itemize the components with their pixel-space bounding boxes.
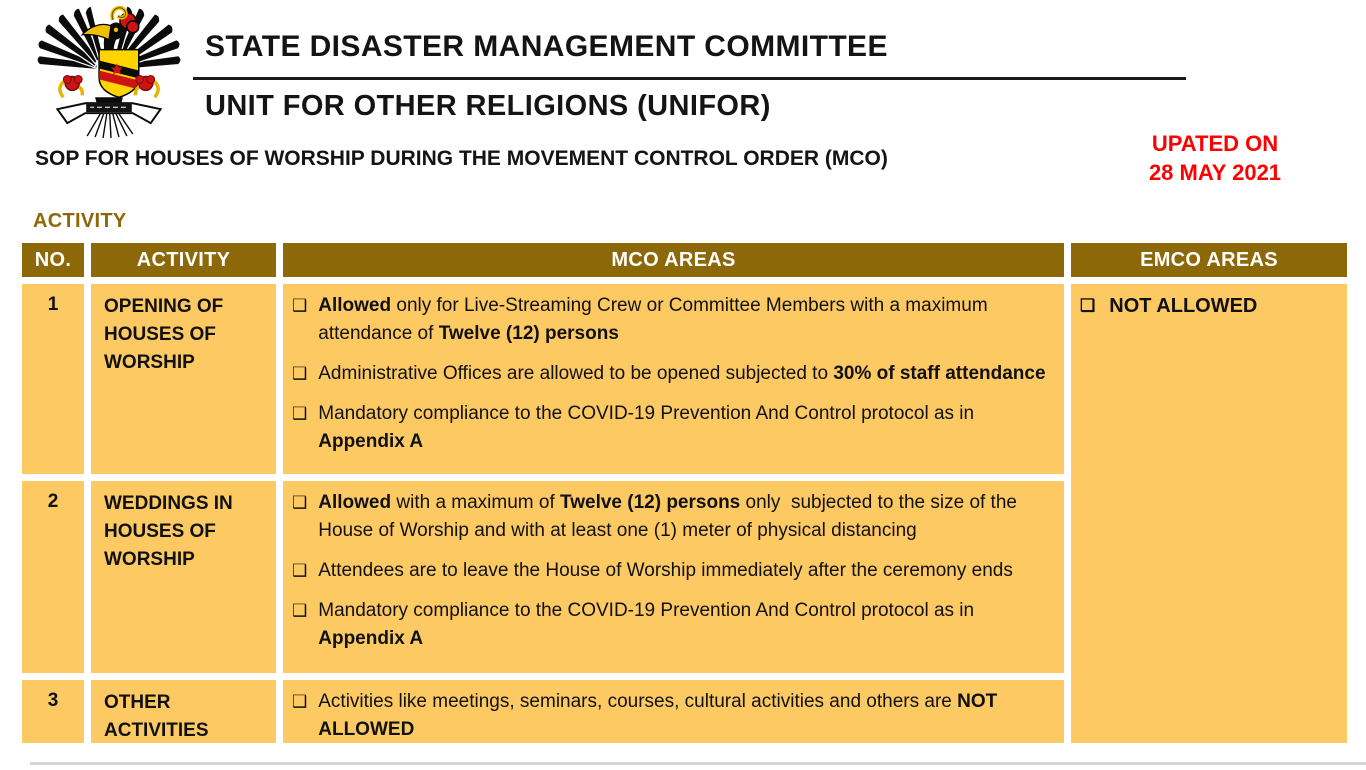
activity-table	[22, 243, 1347, 743]
bullet-item	[292, 400, 1052, 456]
checkbox-icon: ❑	[292, 692, 308, 711]
updated-on-line1: UPATED ON	[1151, 131, 1279, 156]
document-title: SOP FOR HOUSES OF WORSHIP DURING THE MOVEMENT CONTROL ORDER (MCO)	[35, 147, 888, 170]
emco-areas-merged-cell	[1071, 284, 1347, 743]
activity-cell-opening-of-houses-of-worship: OPENING OF HOUSES OF WORSHIP	[91, 284, 276, 474]
checkbox-icon: ❑	[292, 601, 308, 620]
checkbox-icon: ❑	[1080, 296, 1096, 315]
mco-areas-cell	[283, 680, 1064, 743]
bullet-item	[292, 688, 1052, 744]
bullet-item-text: Activities like meetings, seminars, courses, cultural activities and others are NOT ALLOWED	[318, 691, 1002, 740]
bullet-item-text: Mandatory compliance to the COVID-19 Prevention And Control protocol as in Appendix A	[318, 600, 980, 649]
row-number-cell: 2	[22, 481, 84, 673]
bullet-item-text: Attendees are to leave the House of Worship immediately after the ceremony ends	[318, 560, 1013, 581]
bullet-item	[292, 557, 1052, 585]
activity-cell-weddings-in-houses-of-worship: WEDDINGS IN HOUSES OF WORSHIP	[91, 481, 276, 673]
checkbox-icon: ❑	[292, 493, 308, 512]
checkbox-icon: ❑	[292, 404, 308, 423]
updated-on-note	[1105, 129, 1325, 187]
checkbox-icon: ❑	[292, 561, 308, 580]
bullet-item-text: Administrative Offices are allowed to be opened subjected to 30% of staff attendance	[318, 363, 1046, 384]
column-header-activity: ACTIVITY	[91, 243, 276, 277]
row-number-cell: 1	[22, 284, 84, 474]
column-header-mco-areas: MCO AREAS	[283, 243, 1064, 277]
section-label-activity: ACTIVITY	[33, 210, 127, 232]
updated-on-line2: 28 MAY 2021	[1148, 160, 1282, 185]
mco-areas-cell	[283, 481, 1064, 673]
checkbox-icon: ❑	[292, 296, 308, 315]
title-divider	[193, 77, 1186, 80]
bullet-item	[292, 489, 1052, 545]
column-header-no: NO.	[22, 243, 84, 277]
bullet-item-text: Allowed with a maximum of Twelve (12) persons only subjected to the size of the House of Worship and with at least one (1) meter of physical distancing	[318, 492, 1023, 541]
bullet-item	[292, 360, 1052, 388]
slide-bottom-edge	[30, 762, 1366, 765]
page-title: STATE DISASTER MANAGEMENT COMMITTEE	[205, 30, 888, 63]
bullet-item-text: Mandatory compliance to the COVID-19 Prevention And Control protocol as in Appendix A	[318, 403, 980, 452]
row-number-cell: 3	[22, 680, 84, 743]
bullet-item	[1080, 292, 1335, 320]
bullet-item	[292, 597, 1052, 653]
mco-areas-cell	[283, 284, 1064, 474]
sarawak-state-crest-icon	[28, 4, 190, 138]
bullet-item-text: NOT ALLOWED	[1109, 295, 1258, 317]
checkbox-icon: ❑	[292, 364, 308, 383]
bullet-item-text: Allowed only for Live-Streaming Crew or Committee Members with a maximum attendance of Twelve (12) persons	[318, 295, 993, 344]
bullet-item	[292, 292, 1052, 348]
page-subtitle: UNIT FOR OTHER RELIGIONS (UNIFOR)	[205, 90, 771, 122]
column-header-emco-areas: EMCO AREAS	[1071, 243, 1347, 277]
activity-cell-other-activities: OTHER ACTIVITIES	[91, 680, 276, 743]
